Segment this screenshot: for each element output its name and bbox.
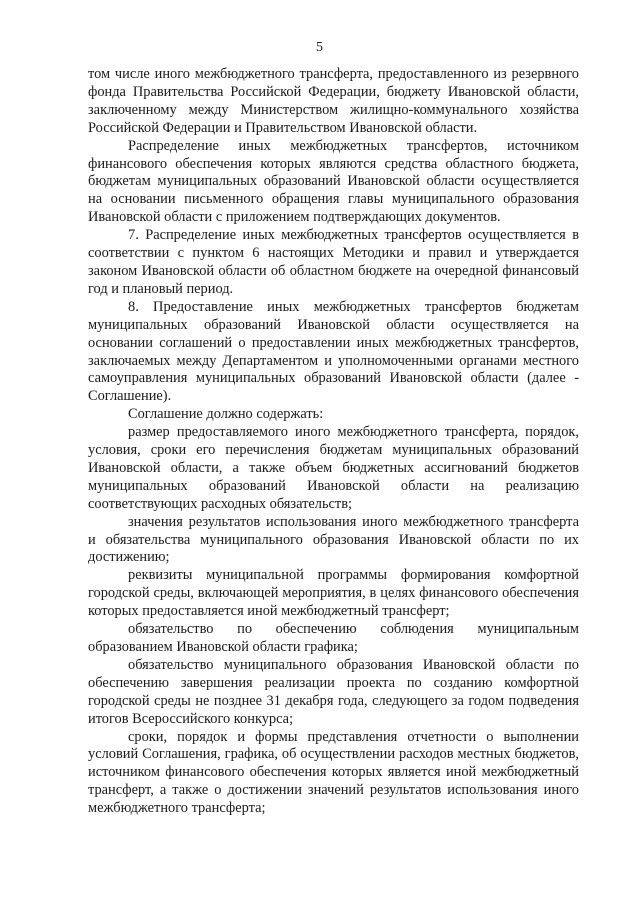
paragraph: реквизиты муниципальной программы формирования комфортной городской среды, включающей мероприятия, в целях финансового обеспечения которых предоставляется иной межбюджетный трансферт;: [88, 567, 579, 620]
paragraph: Распределение иных межбюджетных трансфертов, источником финансового обеспечения которых являются средства областного бюджета, бюджетам муниципальных образований Ивановской области осуществляется на основании письменного обращения главы муниципального образования Ивановской области с приложением подтверждающих документов.: [88, 137, 579, 226]
paragraph: сроки, порядок и формы представления отчетности о выполнении условий Соглашения, графика, об осуществлении расходов местных бюджетов, источником финансового обеспечения которых является иной межбюджетный трансферт, а также о достижении значений результатов использования иного межбюджетного трансферта;: [88, 728, 579, 817]
paragraph: 7. Распределение иных межбюджетных трансфертов осуществляется в соответствии с пунктом 6 настоящих Методики и правил и утверждается законом Ивановской области об областном бюджете на очередной финансовый год и плановый период.: [88, 227, 579, 297]
paragraph: обязательство по обеспечению соблюдения муниципальным образованием Ивановской области графика;: [88, 621, 579, 655]
paragraph: Соглашение должно содержать:: [128, 406, 324, 423]
paragraph: обязательство муниципального образования Ивановской области по обеспечению завершения реализации проекта по созданию комфортной городской среды не позднее 31 декабря года, следующего за годом подведения итогов Всероссийского конкурса;: [88, 656, 579, 727]
paragraph: размер предоставляемого иного межбюджетного трансферта, порядок, условия, сроки его перечисления бюджетам муниципальных образований Ивановской области, а также объем бюджетных ассигнований бюджетов муниципальных образований Ивановской области на реализацию соответствующих расходных обязательств;: [88, 424, 579, 512]
paragraph: том числе иного межбюджетного трансферта, предоставленного из резервного фонда Правительства Российской Федерации, бюджету Ивановской области, заключенному между Министерством жилищно-коммунального хозяйства Российской Федерации и Правительством Ивановской области.: [88, 66, 579, 136]
paragraph: 8. Предоставление иных межбюджетных трансфертов бюджетам муниципальных образований Ивановской области осуществляется на основании соглашений о предоставлении иных межбюджетных трансфертов, заключаемых между Департаментом и уполномоченными органами местного самоуправления муниципальных образований Ивановской области (далее - Соглашение).: [88, 298, 579, 405]
paragraph: значения результатов использования иного межбюджетного трансферта и обязательства муниципального образования Ивановской области по их достижению;: [88, 513, 579, 566]
page-number: 5: [316, 40, 323, 55]
body-text: [88, 66, 579, 818]
